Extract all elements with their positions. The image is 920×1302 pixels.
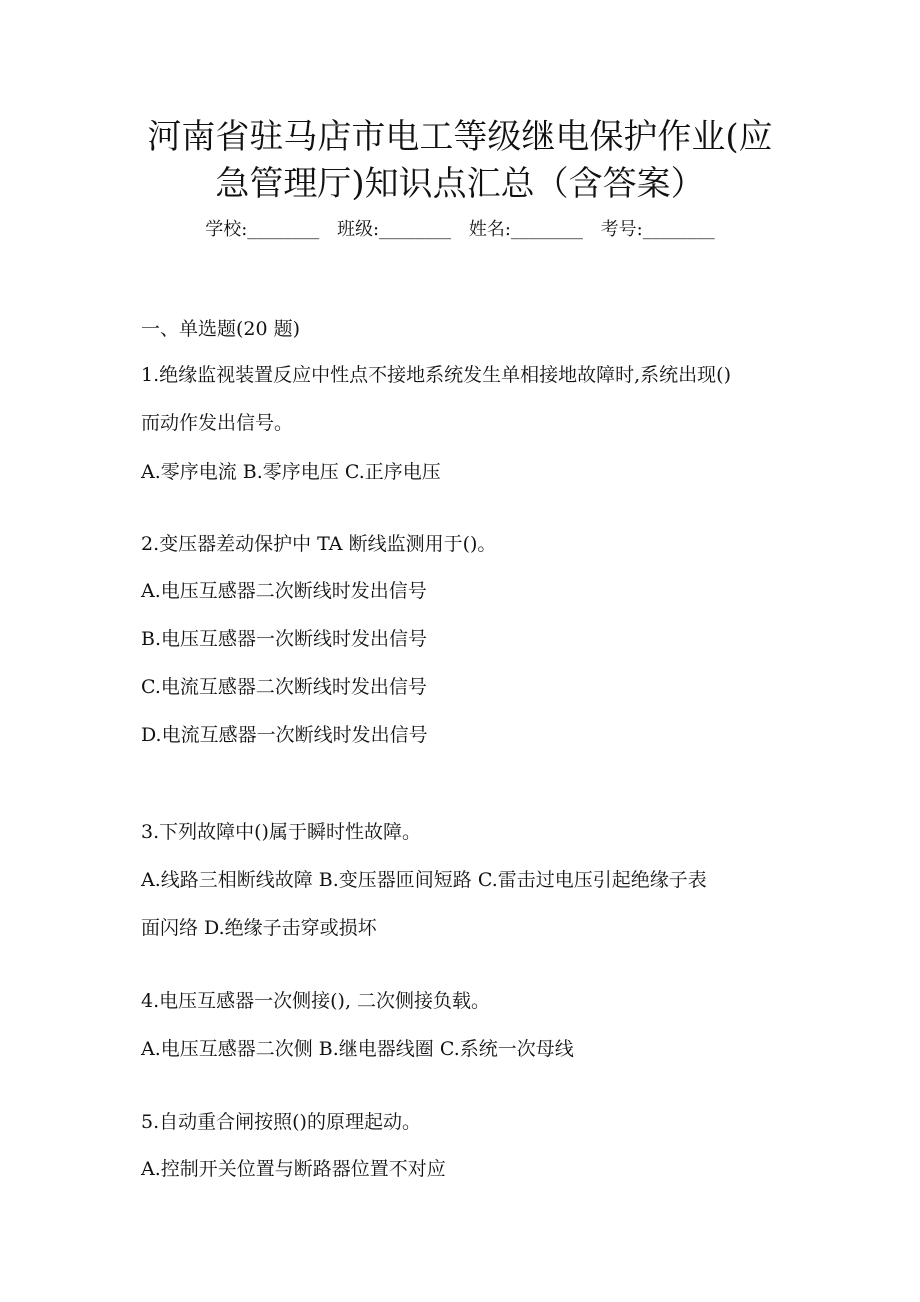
question-2-option-b: B.电压互感器一次断线时发出信号 [141,628,428,650]
student-info-fields [100,216,820,244]
question-2-option-c: C.电流互感器二次断线时发出信号 [141,676,427,698]
question-1-options: A.零序电流 B.零序电压 C.正序电压 [141,461,441,483]
exam-number-field: 考号:________ [600,219,715,240]
question-4-stem: 4.电压互感器一次侧接(), 二次侧接负载。 [141,990,491,1012]
question-3-options-line1: A.线路三相断线故障 B.变压器匝间短路 C.雷击过电压引起绝缘子表 [141,869,707,891]
question-4-options: A.电压互感器二次侧 B.继电器线圈 C.系统一次母线 [141,1038,574,1060]
question-5-stem: 5.自动重合闸按照()的原理起动。 [141,1111,421,1133]
question-2-option-d: D.电流互感器一次断线时发出信号 [141,724,428,746]
question-3-options-line2: 面闪络 D.绝缘子击穿或损坏 [141,917,377,939]
question-1-stem-line1: 1.绝缘监视装置反应中性点不接地系统发生单相接地故障时,系统出现() [141,364,731,386]
question-1-stem-line2: 而动作发出信号。 [141,412,294,434]
question-2-stem: 2.变压器差动保护中 TA 断线监测用于()。 [141,533,497,555]
question-2-option-a: A.电压互感器二次断线时发出信号 [141,580,427,602]
document-title-line2: 急管理厅)知识点汇总（含答案） [215,164,705,204]
document-title-line1: 河南省驻马店市电工等级继电保护作业(应 [147,117,773,157]
class-field: 班级:________ [337,219,452,240]
school-field: 学校:________ [205,219,320,240]
question-5-option-a: A.控制开关位置与断路器位置不对应 [141,1158,446,1180]
question-3-stem: 3.下列故障中()属于瞬时性故障。 [141,821,421,843]
section-heading: 一、单选题(20 题) [141,318,301,340]
name-field: 姓名:________ [468,219,583,240]
